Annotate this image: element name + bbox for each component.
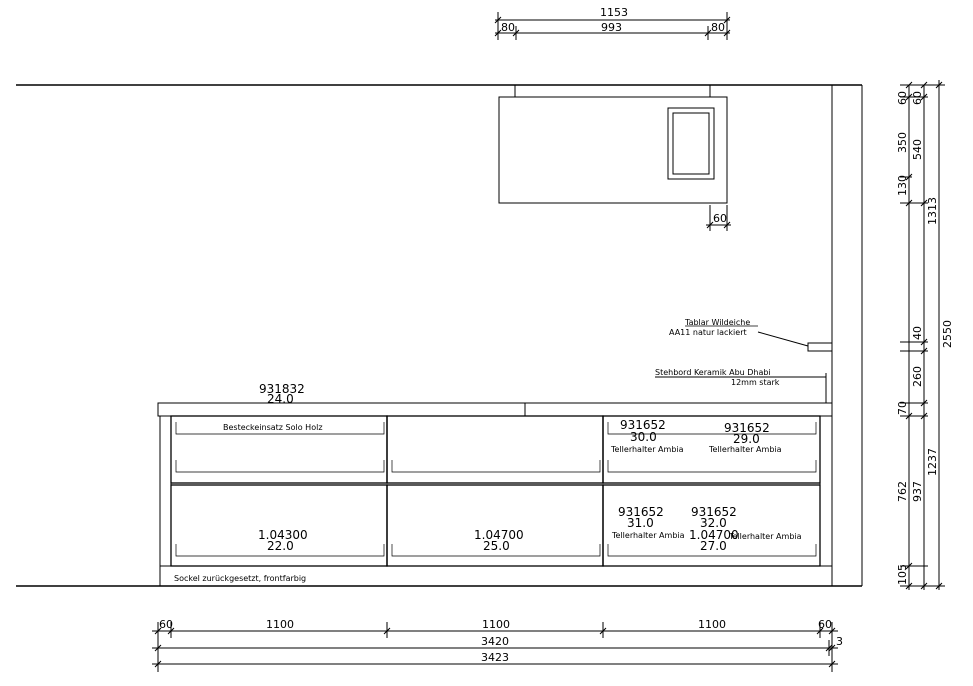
dim-right-260: 260 — [911, 366, 924, 387]
bottom-right-a-name: Tellerhalter Ambia — [612, 531, 685, 540]
dim-right-60b: 60 — [911, 91, 924, 105]
dim-right-130: 130 — [896, 175, 909, 196]
bottom-right-b-code: 931652 — [691, 505, 737, 519]
right-dimension-texts — [896, 91, 954, 585]
dim-top-left: 80 — [501, 21, 515, 34]
plinth-label: Sockel zurückgesetzt, frontfarbig — [174, 574, 307, 583]
bottom-mid-code: 1.04700 — [474, 528, 524, 542]
dim-right-1313: 1313 — [926, 197, 939, 225]
dim-right-540: 540 — [911, 139, 924, 160]
shelf-label-1: Tablar Wildeiche — [685, 318, 751, 327]
dim-bottom-left-end: 60 — [159, 618, 173, 631]
worktop-code: 931832 — [259, 382, 305, 396]
top-right-b-name: Tellerhalter Ambia — [709, 445, 782, 454]
dim-right-1237: 1237 — [926, 448, 939, 476]
bottom-right-a-value: 31.0 — [627, 516, 654, 530]
bottom-right-b-value: 32.0 — [700, 516, 727, 530]
dim-top-middle: 993 — [601, 21, 622, 34]
bottom-right-b-value2: 27.0 — [700, 539, 727, 553]
dim-right-60a: 60 — [896, 91, 909, 105]
dim-right-2550: 2550 — [941, 320, 954, 348]
extractor-hood — [499, 85, 727, 203]
bottom-left-code: 1.04300 — [258, 528, 308, 542]
dim-right-40: 40 — [911, 326, 924, 340]
shelf — [758, 332, 832, 351]
bottom-left-value: 22.0 — [267, 539, 294, 553]
top-right-a-code: 931652 — [620, 418, 666, 432]
dim-right-350: 350 — [896, 132, 909, 153]
worktop — [158, 403, 832, 416]
base-cabinets — [160, 416, 832, 586]
dim-bottom-seg3: 1100 — [698, 618, 726, 631]
top-right-b-code: 931652 — [724, 421, 770, 435]
dim-top-total: 1153 — [600, 6, 628, 19]
bottom-right-a-code: 931652 — [618, 505, 664, 519]
dim-right-762: 762 — [896, 481, 909, 502]
dim-bottom-total-inner: 3420 — [481, 635, 509, 648]
dim-hood-offset: 60 — [713, 212, 727, 225]
bottom-mid-value: 25.0 — [483, 539, 510, 553]
cutlery-insert-label: Besteckeinsatz Solo Holz — [223, 423, 323, 432]
dim-top-right: 80 — [711, 21, 725, 34]
top-right-a-name: Tellerhalter Ambia — [611, 445, 684, 454]
dim-bottom-seg2: 1100 — [482, 618, 510, 631]
stehbord-label-2: 12mm stark — [731, 378, 780, 387]
bottom-right-b-code2: 1.04700 — [689, 528, 739, 542]
top-right-b-value: 29.0 — [733, 432, 760, 446]
dim-bottom-right-end: 60 — [818, 618, 832, 631]
dim-right-937: 937 — [911, 481, 924, 502]
shelf-label-2: AA11 natur lackiert — [669, 328, 747, 337]
dim-right-70: 70 — [896, 401, 909, 415]
worktop-value: 24.0 — [267, 392, 294, 406]
dim-bottom-seg1: 1100 — [266, 618, 294, 631]
bottom-right-b-name: Tellerhalter Ambia — [729, 532, 802, 541]
stehbord-label-1: Stehbord Keramik Abu Dhabi — [655, 368, 771, 377]
dim-bottom-gap: 3 — [836, 635, 843, 648]
dim-bottom-total: 3423 — [481, 651, 509, 664]
top-right-a-value: 30.0 — [630, 430, 657, 444]
dim-right-105: 105 — [896, 564, 909, 585]
